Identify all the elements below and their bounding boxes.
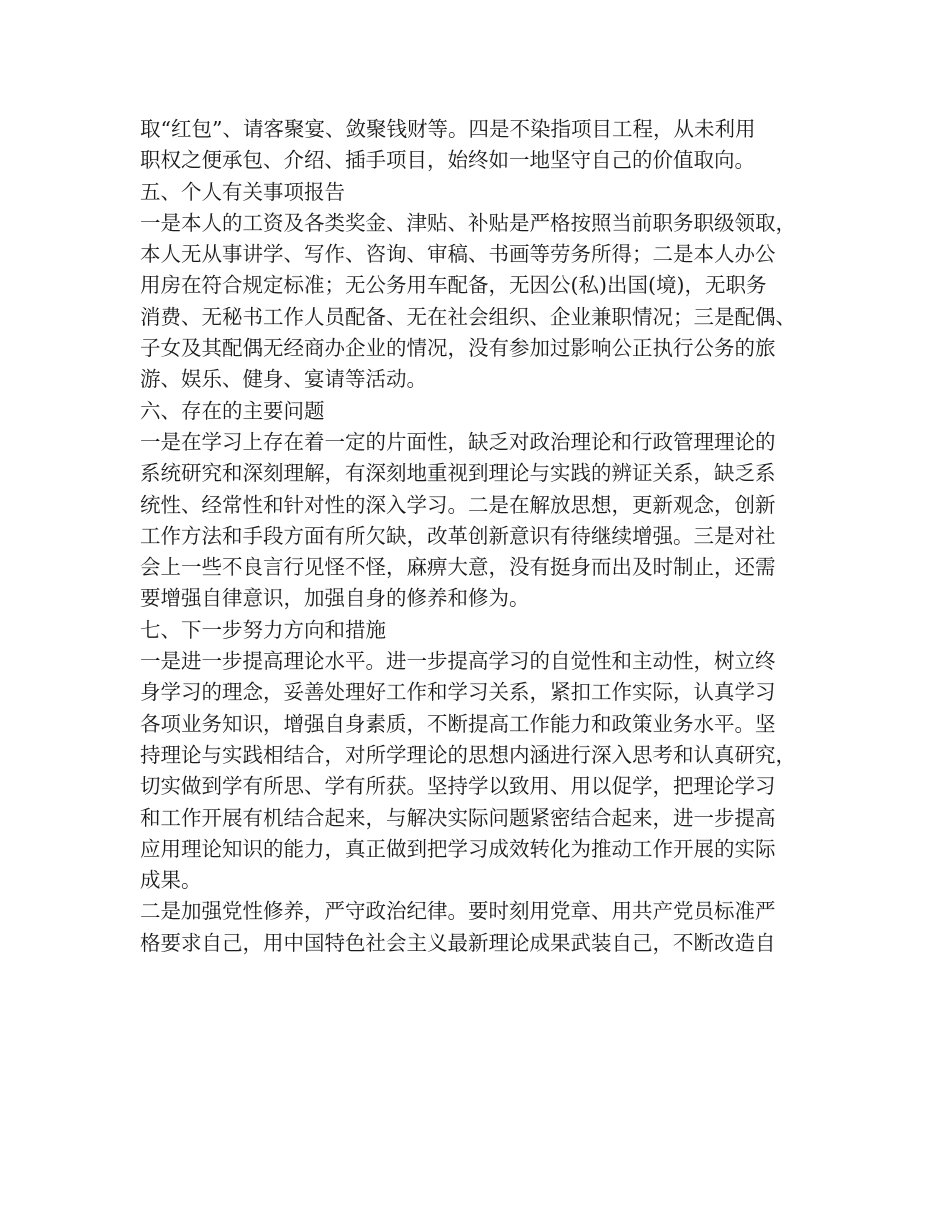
document-page <box>140 114 805 959</box>
body-line: 工作方法和手段方面有所欠缺，改革创新意识有待继续增强。三是对社 <box>140 523 776 548</box>
body-line: 一是在学习上存在着一定的片面性，缺乏对政治理论和行政管理理论的 <box>140 429 776 454</box>
body-line: 子女及其配偶无经商办企业的情况，没有参加过影响公正执行公务的旅 <box>140 336 776 361</box>
body-line: 成果。 <box>140 868 202 893</box>
body-line: 本人无从事讲学、写作、咨询、审稿、书画等劳务所得；二是本人办公 <box>140 242 776 267</box>
section-heading-main-problems: 六、存在的主要问题 <box>140 398 325 423</box>
body-line: 用房在符合规定标准；无公务用车配备，无因公(私)出国(境)，无职务 <box>140 273 767 298</box>
body-line: 应用理论知识的能力，真正做到把学习成效转化为推动工作开展的实际 <box>140 836 776 861</box>
body-line: 身学习的理念，妥善处理好工作和学习关系，紧扣工作实际，认真学习 <box>140 680 776 705</box>
body-line: 职权之便承包、介绍、插手项目，始终如一地坚守自己的价值取向。 <box>140 148 755 173</box>
body-line: 一是进一步提高理论水平。进一步提高学习的自觉性和主动性，树立终 <box>140 649 776 674</box>
body-line: 和工作开展有机结合起来，与解决实际问题紧密结合起来，进一步提高 <box>140 805 776 830</box>
body-line: 各项业务知识，增强自身素质，不断提高工作能力和政策业务水平。坚 <box>140 711 776 736</box>
body-line: 要增强自律意识，加强自身的修养和修为。 <box>140 586 530 611</box>
body-line: 切实做到学有所思、学有所获。坚持学以致用、用以促学，把理论学习 <box>140 774 776 799</box>
section-heading-personal-matters: 五、个人有关事项报告 <box>140 179 345 204</box>
body-line: 统性、经常性和针对性的深入学习。二是在解放思想，更新观念，创新 <box>140 492 776 517</box>
body-line: 系统研究和深刻理解，有深刻地重视到理论与实践的辨证关系，缺乏系 <box>140 461 776 486</box>
body-line: 一是本人的工资及各类奖金、津贴、补贴是严格按照当前职务职级领取， <box>140 210 796 235</box>
body-line: 二是加强党性修养，严守政治纪律。要时刻用党章、用共产党员标准严 <box>140 899 776 924</box>
body-line: 游、娱乐、健身、宴请等活动。 <box>140 367 427 392</box>
body-line: 消费、无秘书工作人员配备、无在社会组织、企业兼职情况；三是配偶、 <box>140 304 796 329</box>
body-line: 取“红包”、请客聚宴、敛聚钱财等。四是不染指项目工程，从未利用 <box>140 117 756 141</box>
body-line: 会上一些不良言行见怪不怪，麻痹大意，没有挺身而出及时制止，还需 <box>140 555 776 580</box>
body-line: 持理论与实践相结合，对所学理论的思想内涵进行深入思考和认真研究， <box>140 742 796 767</box>
body-line: 格要求自己，用中国特色社会主义最新理论成果武装自己，不断改造自 <box>140 930 776 955</box>
section-heading-next-steps: 七、下一步努力方向和措施 <box>140 617 386 642</box>
